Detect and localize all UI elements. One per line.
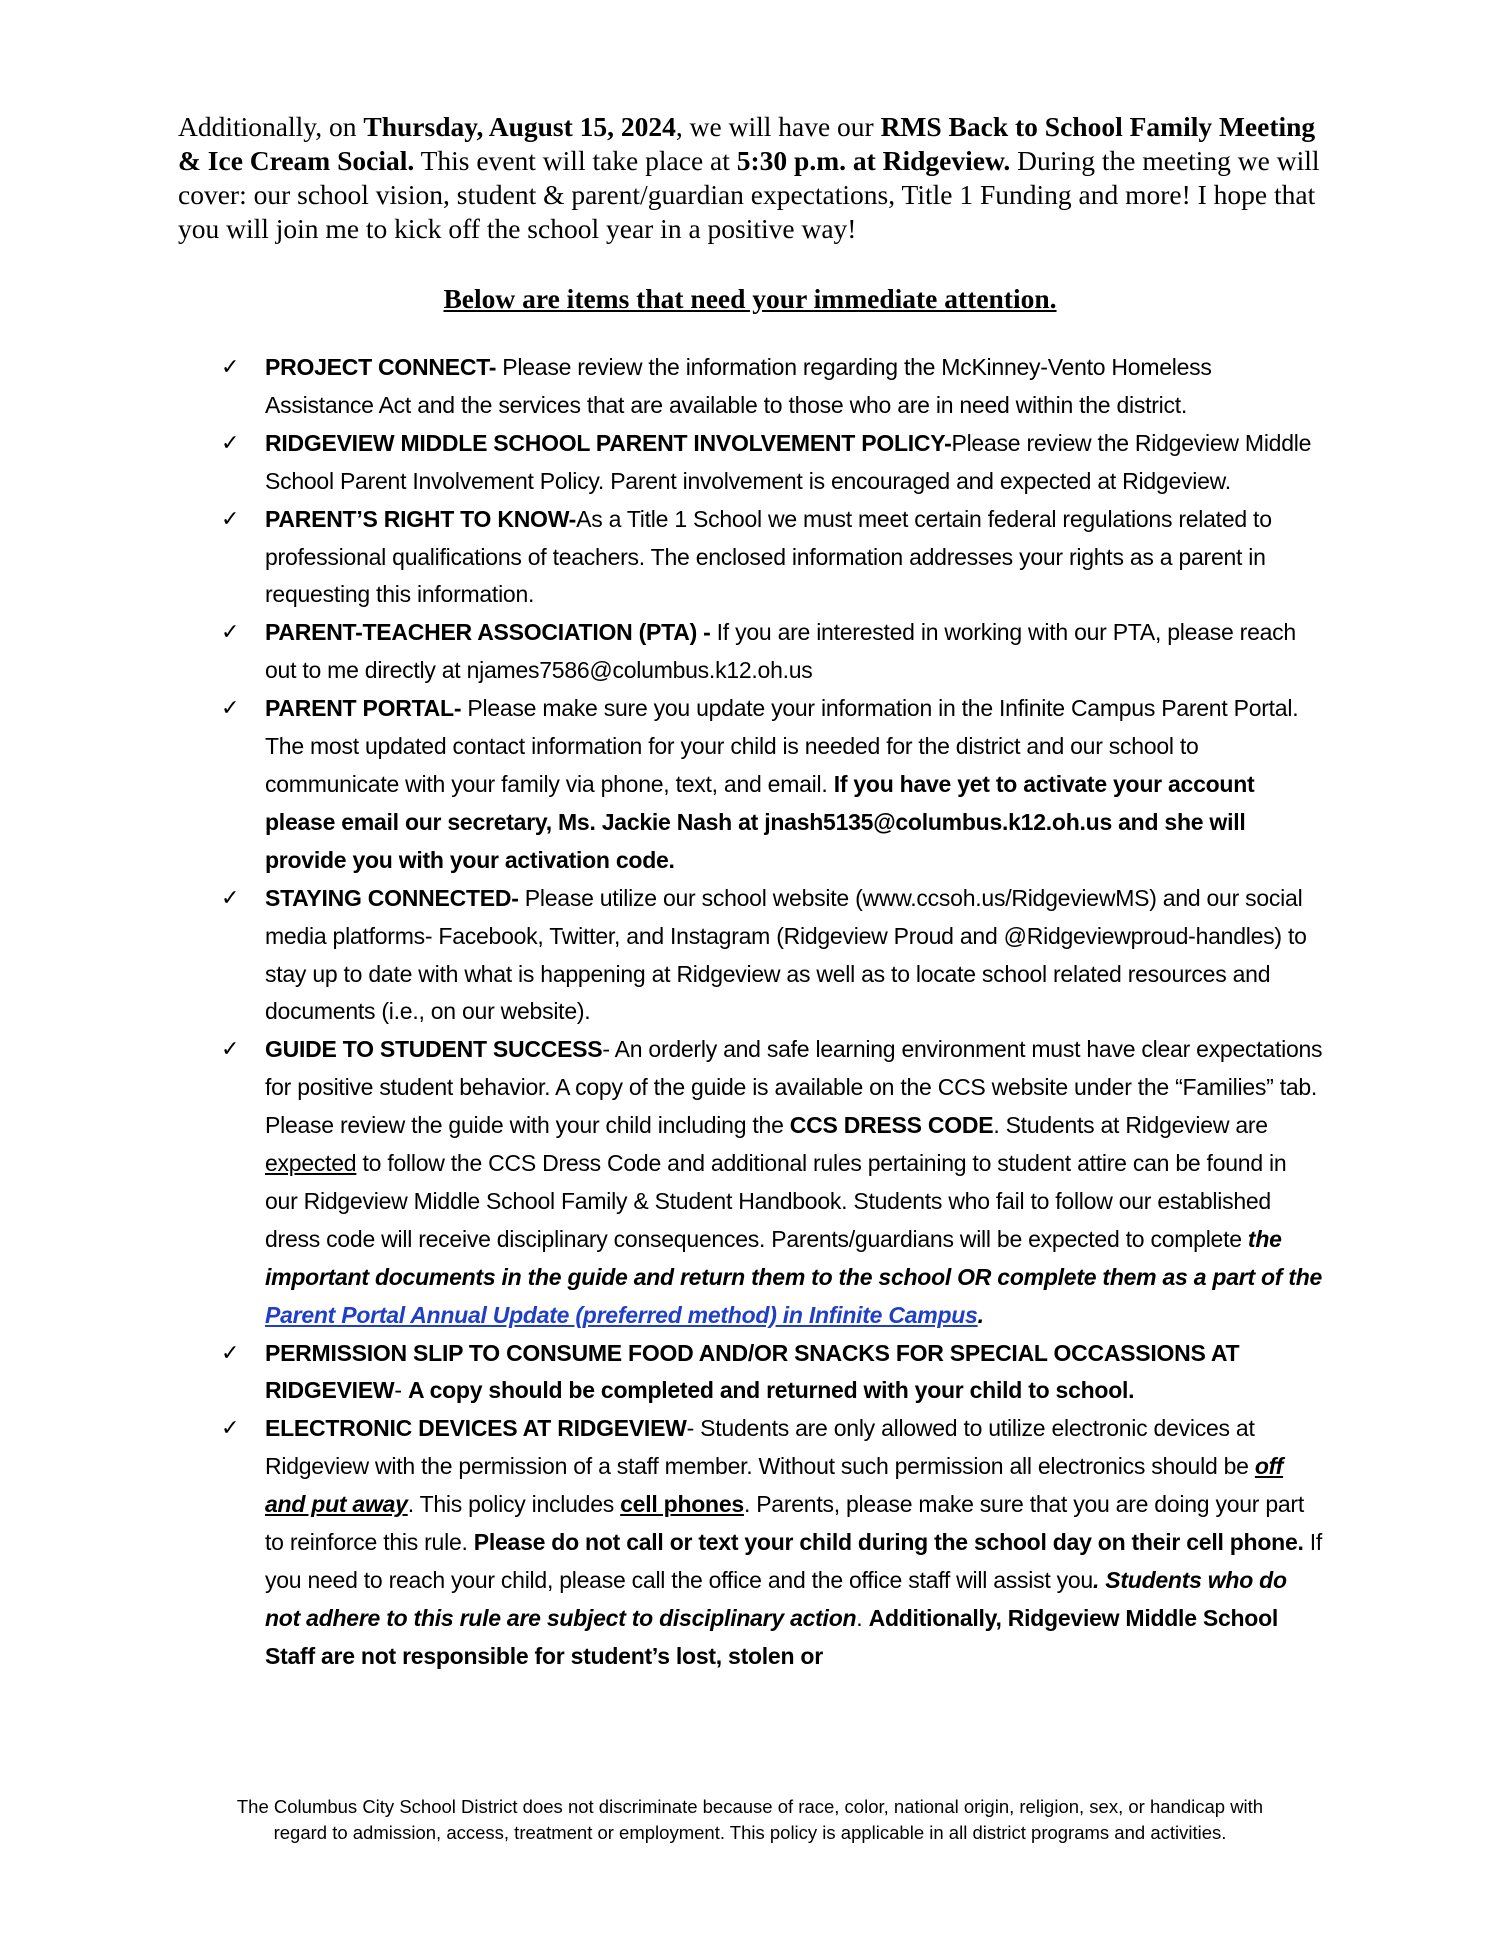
item-text: If you need to reach your child, please call the office and the office staff will assist you: [265, 1529, 1323, 1593]
item-title: ELECTRONIC DEVICES AT RIDGEVIEW: [265, 1415, 687, 1442]
item-title: RIDGEVIEW MIDDLE SCHOOL PARENT INVOLVEMENT POLICY-: [265, 429, 952, 456]
intro-text: This event will take place at: [414, 145, 737, 176]
item-title: PARENT PORTAL-: [265, 695, 462, 722]
item-text: .: [977, 1301, 984, 1328]
checkmark-icon: ✓: [221, 355, 240, 380]
checkmark-icon: ✓: [221, 1340, 240, 1366]
off-and-put-away: off and put away: [265, 1453, 1284, 1518]
list-item-parent-portal: [0, 690, 1325, 880]
item-text: . Parents, please make sure that you are doing your part to reinforce this rule.: [265, 1491, 1304, 1556]
item-text: As a Title 1 School we must meet certain federal regulations related to professional qualifications of teachers. The enclosed information addresses your rights as a parent in requesting this information.: [265, 505, 1272, 608]
expected-word: expected: [265, 1150, 357, 1177]
checkmark-icon: ✓: [221, 506, 240, 532]
item-title: GUIDE TO STUDENT SUCCESS: [265, 1036, 603, 1063]
item-text: Please make sure you update your information in the Infinite Campus Parent Portal. The most updated contact information for your child is needed for the district and our school to communicate with your family via phone, text, and email.: [265, 695, 1299, 797]
list-item-electronic-devices: [0, 1410, 1325, 1675]
checkmark-icon: ✓: [221, 430, 240, 456]
permission-note: A copy should be completed and returned with your child to school.: [407, 1377, 1135, 1404]
activation-note: If you have yet to activate your account please email our secretary, Ms. Jackie Nash at jnash5135@columbus.k12.oh.us and she will provide you with your activation code.: [265, 770, 1255, 873]
item-title: STAYING CONNECTED-: [265, 884, 519, 911]
item-text: - An orderly and safe learning environment must have clear expectations for positive student behavior. A copy of the guide is available on the CCS website under the “Families” tab. Please review the guide with your child including the: [265, 1036, 1323, 1139]
list-item-staying-connected: [0, 880, 1325, 1032]
list-item-right-to-know: [0, 501, 1325, 615]
item-text: Please review the Ridgeview Middle School Parent Involvement Policy. Parent involvement is encouraged and expected at Ridgeview.: [265, 429, 1312, 494]
item-title: PROJECT CONNECT-: [265, 354, 497, 380]
checkmark-icon: ✓: [221, 1416, 240, 1442]
checkmark-icon: ✓: [221, 885, 240, 911]
documents-note: the important documents in the guide and return them to the school OR complete them as a part of the: [265, 1225, 1323, 1290]
item-text: .: [856, 1604, 869, 1631]
footer-line: regard to admission, access, treatment or employment. This policy is applicable in all district programs and activities.: [273, 1822, 1227, 1843]
item-text: Please review the information regarding the McKinney-Vento Homeless Assistance Act and the services that are available to those who are in need within the district.: [265, 354, 1212, 418]
intro-text: , we will have our: [675, 111, 881, 142]
section-heading: Below are items that need your immediate attention.: [443, 283, 1057, 314]
checkmark-icon: ✓: [221, 620, 240, 646]
item-text: . This policy includes: [407, 1491, 621, 1518]
event-time-place: 5:30 p.m. at Ridgeview.: [736, 145, 1011, 176]
disciplinary-note: . Students who do not adhere to this rule are subject to disciplinary action: [265, 1567, 1287, 1631]
intro-paragraph: [178, 110, 1328, 246]
intro-text: During the meeting we will cover: our school vision, student & parent/guardian expectations, Title 1 Funding and more! I hope that you will join me to kick off the school year in a positive way!: [178, 145, 1320, 244]
item-text: to follow the CCS Dress Code and additional rules pertaining to student attire can be found in our Ridgeview Middle School Family & Student Handbook. Students who fail to follow our established dress code will receive disciplinary consequences. Parents/guardians will be expected to complete: [265, 1150, 1287, 1252]
item-text: Please utilize our school website (www.ccsoh.us/RidgeviewMS) and our social media platforms- Facebook, Twitter, and Instagram (Ridgeview Proud and @Ridgeviewproud-handles) to stay up to date with what is happening at Ridgeview as well as to locate school related resources and documents (i.e., on our website).: [265, 884, 1307, 1025]
item-text: . Students at Ridgeview are: [993, 1112, 1268, 1139]
responsibility-note: Additionally, Ridgeview Middle School Staff are not responsible for student’s lost, stolen or: [265, 1604, 1279, 1669]
item-title: PERMISSION SLIP TO CONSUME FOOD AND/OR SNACKS FOR SPECIAL OCCASSIONS AT RIDGEVIEW: [265, 1339, 1240, 1404]
cell-phones-label: cell phones: [620, 1491, 744, 1518]
list-item-permission-slip: [0, 1335, 1325, 1411]
attention-list: [0, 349, 1500, 1676]
checkmark-icon: ✓: [221, 1037, 240, 1063]
list-item-project-connect: [0, 349, 1325, 425]
list-item-parent-involvement: [0, 425, 1325, 501]
intro-text: Additionally, on: [178, 111, 364, 142]
do-not-call-note: Please do not call or text your child during the school day on their cell phone.: [473, 1529, 1304, 1556]
item-title: PARENT’S RIGHT TO KNOW-: [265, 505, 577, 532]
event-name: RMS Back to School Family Meeting & Ice Cream Social.: [178, 111, 1316, 176]
item-title: PARENT-TEACHER ASSOCIATION (PTA) -: [265, 619, 711, 646]
dress-code-label: CCS DRESS CODE: [789, 1112, 994, 1139]
item-text: -: [394, 1377, 408, 1404]
parent-portal-annual-update-link[interactable]: Parent Portal Annual Update (preferred method) in Infinite Campus: [265, 1301, 978, 1328]
event-date: Thursday, August 15, 2024: [363, 111, 676, 142]
list-item-guide-to-success: [0, 1031, 1325, 1334]
list-item-pta: [0, 614, 1325, 690]
checkmark-icon: ✓: [221, 696, 240, 722]
nondiscrimination-footer: [0, 1794, 1500, 1846]
footer-line: The Columbus City School District does not discriminate because of race, color, national origin, religion, sex, or handicap with: [236, 1796, 1264, 1817]
item-text: - Students are only allowed to utilize electronic devices at Ridgeview with the permission of a staff member. Without such permission all electronics should be: [265, 1415, 1255, 1480]
item-text: If you are interested in working with our PTA, please reach out to me directly at njames7586@columbus.k12.oh.us: [265, 619, 1296, 684]
